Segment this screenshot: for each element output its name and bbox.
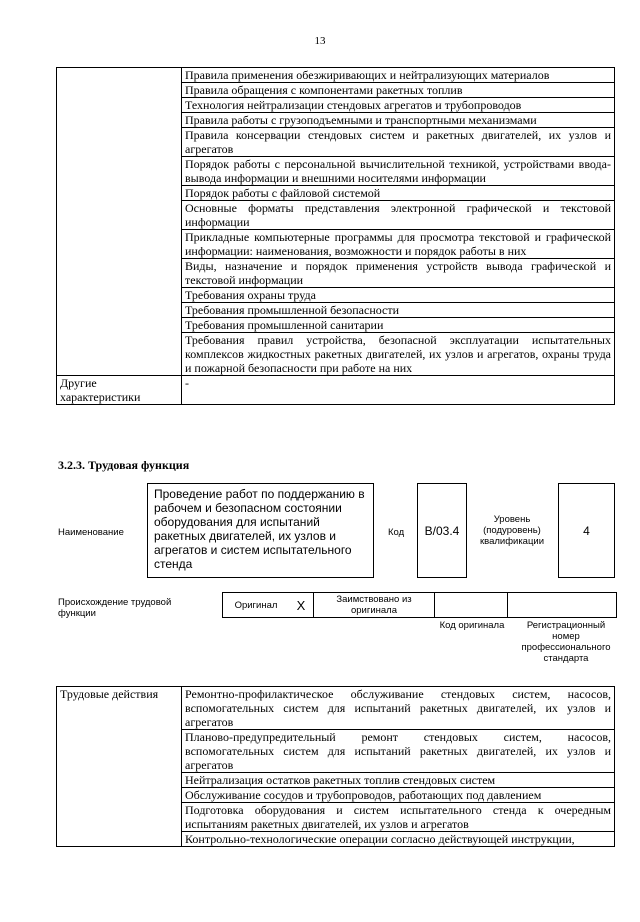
labor-action-item: Ремонтно-профилактическое обслуживание стендовых систем, насосов, вспомогательных систем для испытаний ракетных двигателей, их узлов и агрегатов xyxy=(182,687,615,730)
labor-action-item: Обслуживание сосудов и трубопроводов, работающих под давлением xyxy=(182,788,615,803)
labor-action-item: Контрольно-технологические операции согласно действующей инструкции, xyxy=(182,832,615,847)
origin-table xyxy=(222,592,617,618)
code-caption: Код оригинала xyxy=(439,620,505,631)
knowledge-item: Требования промышленной санитарии xyxy=(182,318,615,333)
knowledge-item: Основные форматы представления электронной графической и текстовой информации xyxy=(182,201,615,230)
knowledge-item: Требования промышленной безопасности xyxy=(182,303,615,318)
knowledge-label-cell xyxy=(57,68,182,376)
labor-action-item: Нейтрализация остатков ракетных топлив стендовых систем xyxy=(182,773,615,788)
knowledge-table xyxy=(56,67,615,405)
page-number: 13 xyxy=(314,35,326,47)
original-label: Оригинал xyxy=(223,593,290,618)
other-characteristics-value: - xyxy=(182,376,615,405)
function-name-box: Проведение работ по поддержанию в рабочем и безопасном состоянии оборудования для испытаний ракетных двигателей, их узлов и агрегатов и систем испытательного стенда xyxy=(147,483,374,578)
knowledge-item: Порядок работы с файловой системой xyxy=(182,186,615,201)
original-code-cell xyxy=(435,593,508,618)
function-code-box: B/03.4 xyxy=(417,483,467,578)
labor-actions-table xyxy=(56,686,615,847)
borrowed-label: Заимствовано из оригинала xyxy=(314,593,435,618)
registration-caption: Регистрационный номер профессионального стандарта xyxy=(521,620,611,664)
knowledge-item: Правила работы с грузоподъемными и транспортными механизмами xyxy=(182,113,615,128)
origin-label: Происхождение трудовой функции xyxy=(58,597,172,619)
knowledge-item: Правила консервации стендовых систем и ракетных двигателей, их узлов и агрегатов xyxy=(182,128,615,157)
knowledge-item: Правила применения обезжиривающих и нейтрализующих материалов xyxy=(182,68,615,83)
knowledge-item: Прикладные компьютерные программы для просмотра текстовой и графической информации: наименования, возможности и порядок работы в них xyxy=(182,230,615,259)
knowledge-item: Требования правил устройства, безопасной эксплуатации испытательных комплексов жидкостных ракетных двигателей, их узлов и агрегатов, охраны труда и пожарной безопасности при работе на них xyxy=(182,333,615,376)
registration-number-cell xyxy=(508,593,617,618)
knowledge-item: Технология нейтрализации стендовых агрегатов и трубопроводов xyxy=(182,98,615,113)
code-label: Код xyxy=(388,527,405,538)
knowledge-item: Порядок работы с персональной вычислительной техникой, устройствами ввода-вывода информации и внешними носителями информации xyxy=(182,157,615,186)
original-mark: X xyxy=(289,593,314,618)
labor-action-item: Подготовка оборудования и систем испытательного стенда к очередным испытаниям ракетных двигателей, их узлов и агрегатов xyxy=(182,803,615,832)
labor-actions-label: Трудовые действия xyxy=(57,687,182,847)
other-characteristics-label: Другие характеристики xyxy=(57,376,182,405)
knowledge-item: Виды, назначение и порядок применения устройств вывода графической и текстовой информации xyxy=(182,259,615,288)
section-heading: 3.2.3. Трудовая функция xyxy=(58,458,190,472)
knowledge-item: Правила обращения с компонентами ракетных топлив xyxy=(182,83,615,98)
name-label: Наименование xyxy=(58,527,124,538)
labor-action-item: Планово-предупредительный ремонт стендовых систем, насосов, вспомогательных систем для испытаний ракетных двигателей, их узлов и агрегатов xyxy=(182,730,615,773)
knowledge-item: Требования охраны труда xyxy=(182,288,615,303)
level-label: Уровень (подуровень) квалификации xyxy=(479,514,545,547)
qualification-level-box: 4 xyxy=(558,483,615,578)
